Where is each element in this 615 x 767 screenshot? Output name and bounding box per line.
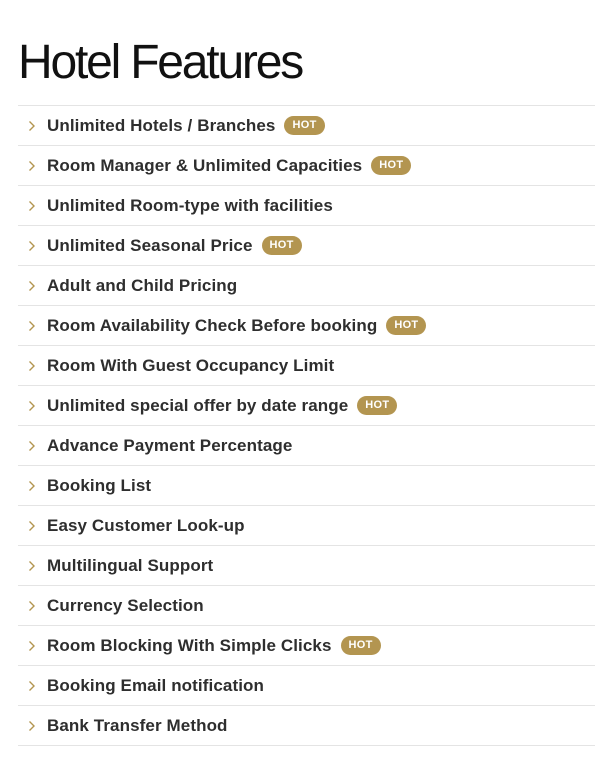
chevron-right-icon	[26, 720, 38, 732]
feature-item[interactable]	[18, 186, 595, 226]
feature-label: Unlimited Seasonal Price	[47, 235, 253, 255]
feature-item[interactable]	[18, 266, 595, 306]
chevron-right-icon	[26, 560, 38, 572]
feature-label: Room Availability Check Before booking	[47, 315, 378, 335]
feature-item[interactable]	[18, 426, 595, 466]
chevron-right-icon	[26, 160, 38, 172]
feature-item[interactable]	[18, 226, 595, 266]
feature-label: Advance Payment Percentage	[47, 435, 293, 455]
page-title: Hotel Features	[18, 36, 303, 89]
chevron-right-icon	[26, 680, 38, 692]
feature-label: Booking Email notification	[47, 675, 264, 695]
feature-item[interactable]	[18, 586, 595, 626]
hot-badge: HOT	[341, 636, 381, 655]
feature-label: Room Blocking With Simple Clicks	[47, 635, 332, 655]
chevron-right-icon	[26, 120, 38, 132]
feature-item[interactable]	[18, 706, 595, 746]
feature-label: Bank Transfer Method	[47, 715, 228, 735]
feature-label: Unlimited Room-type with facilities	[47, 195, 333, 215]
chevron-right-icon	[26, 480, 38, 492]
feature-item[interactable]	[18, 386, 595, 426]
feature-item[interactable]	[18, 506, 595, 546]
feature-item[interactable]	[18, 626, 595, 666]
feature-item[interactable]	[18, 306, 595, 346]
feature-label: Multilingual Support	[47, 555, 214, 575]
feature-label: Unlimited Hotels / Branches	[47, 115, 276, 135]
chevron-right-icon	[26, 440, 38, 452]
feature-label: Room With Guest Occupancy Limit	[47, 355, 335, 375]
chevron-right-icon	[26, 600, 38, 612]
chevron-right-icon	[26, 520, 38, 532]
hot-badge: HOT	[371, 156, 411, 175]
feature-label: Currency Selection	[47, 595, 204, 615]
feature-label: Booking List	[47, 475, 152, 495]
feature-item[interactable]	[18, 666, 595, 706]
feature-item[interactable]	[18, 546, 595, 586]
chevron-right-icon	[26, 240, 38, 252]
feature-item[interactable]	[18, 106, 595, 146]
hot-badge: HOT	[386, 316, 426, 335]
chevron-right-icon	[26, 360, 38, 372]
chevron-right-icon	[26, 320, 38, 332]
feature-item[interactable]	[18, 466, 595, 506]
feature-label: Easy Customer Look-up	[47, 515, 245, 535]
feature-label: Room Manager & Unlimited Capacities	[47, 155, 363, 175]
chevron-right-icon	[26, 280, 38, 292]
hot-badge: HOT	[357, 396, 397, 415]
hot-badge: HOT	[262, 236, 302, 255]
chevron-right-icon	[26, 640, 38, 652]
feature-list	[18, 105, 595, 746]
hot-badge: HOT	[284, 116, 324, 135]
feature-item[interactable]	[18, 346, 595, 386]
feature-label: Adult and Child Pricing	[47, 275, 238, 295]
feature-label: Unlimited special offer by date range	[47, 395, 349, 415]
feature-item[interactable]	[18, 146, 595, 186]
chevron-right-icon	[26, 200, 38, 212]
chevron-right-icon	[26, 400, 38, 412]
